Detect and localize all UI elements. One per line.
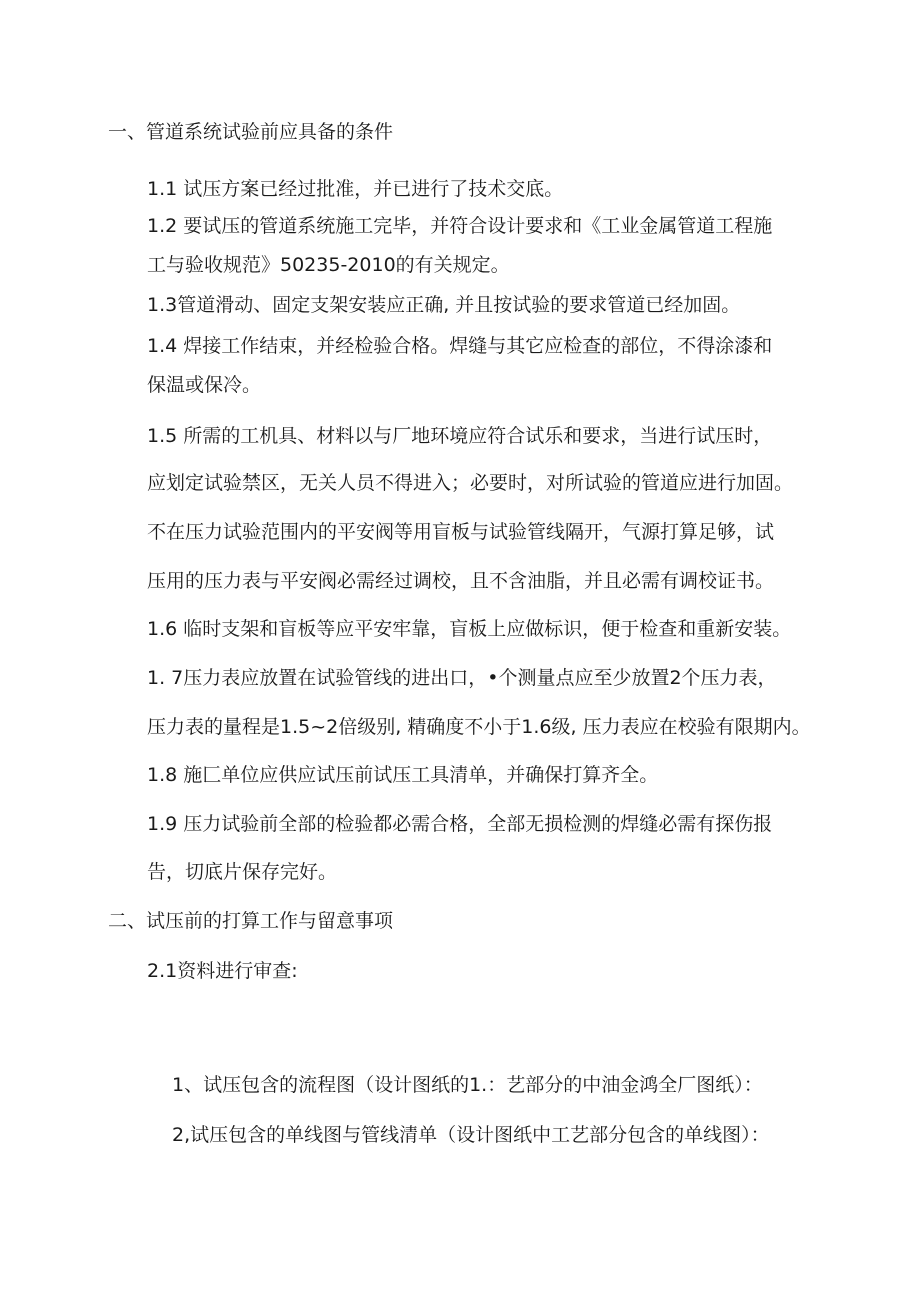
section2-subheading: 2.1资料进行审查: [147, 960, 298, 982]
section1-line-12: 1. 7压力表应放置在试验管线的进出口，•个测量点应至少放置2个压力表， [147, 667, 777, 689]
section1-line-13: 压力表的量程是1.5~2倍级别, 精确度不小于1.6级, 压力表应在校验有限期内。 [147, 716, 811, 738]
section1-heading: 一、管道系统试验前应具备的条件 [108, 121, 394, 143]
section1-line-11: 1.6 临时支架和盲板等应平安牢靠，盲板上应做标识，便于检查和重新安装。 [147, 618, 792, 640]
section2-heading: 二、试压前的打算工作与留意事项 [108, 910, 394, 932]
section1-line-5: 1.4 焊接工作结束，并经检验合格。焊缝与其它应检查的部位，不得涂漆和 [147, 335, 773, 357]
section1-line-7: 1.5 所需的工机具、材料以与厂地环境应符合试乐和要求，当进行试压时， [147, 425, 773, 447]
section1-line-16: 告，切底片保存完好。 [147, 861, 338, 883]
section1-line-9: 不在压力试验范围内的平安阀等用盲板与试验管线隔开，气源打算足够，试 [147, 521, 775, 543]
section1-line-4: 1.3管道滑动、固定支架安装应正确, 并且按试验的要求管道已经加固。 [147, 294, 741, 316]
section1-line-10: 压用的压力表与平安阀必需经过调校，且不含油脂，并且必需有调校证书。 [147, 570, 775, 592]
section1-line-15: 1.9 压力试验前全部的检验都必需合格，全部无损检测的焊缝必需有探伤报 [147, 813, 773, 835]
section2-item-2: 2,试压包含的单线图与管线清单（设计图纸中工艺部分包含的单线图）： [172, 1124, 770, 1146]
section1-line-14: 1.8 施匚单位应供应试压前试压工具清单，并确保打算齐全。 [147, 764, 659, 786]
section1-line-6: 保温或保冷。 [147, 374, 262, 396]
section1-line-8: 应划定试验禁区，无关人员不得进入；必要时，对所试验的管道应进行加固。 [147, 472, 794, 494]
section1-line-1: 1.1 试压方案已经过批准，并已进行了技术交底。 [147, 178, 564, 200]
section1-line-3: 工与验收规范》50235-2010的有关规定。 [147, 254, 510, 276]
section1-line-2: 1.2 要试压的管道系统施工完毕，并符合设计要求和《工业金属管道工程施 [147, 215, 773, 237]
section2-item-1: 1、试压包含的流程图（设计图纸的1.：艺部分的中油金鸿全厂图纸）： [172, 1074, 763, 1096]
